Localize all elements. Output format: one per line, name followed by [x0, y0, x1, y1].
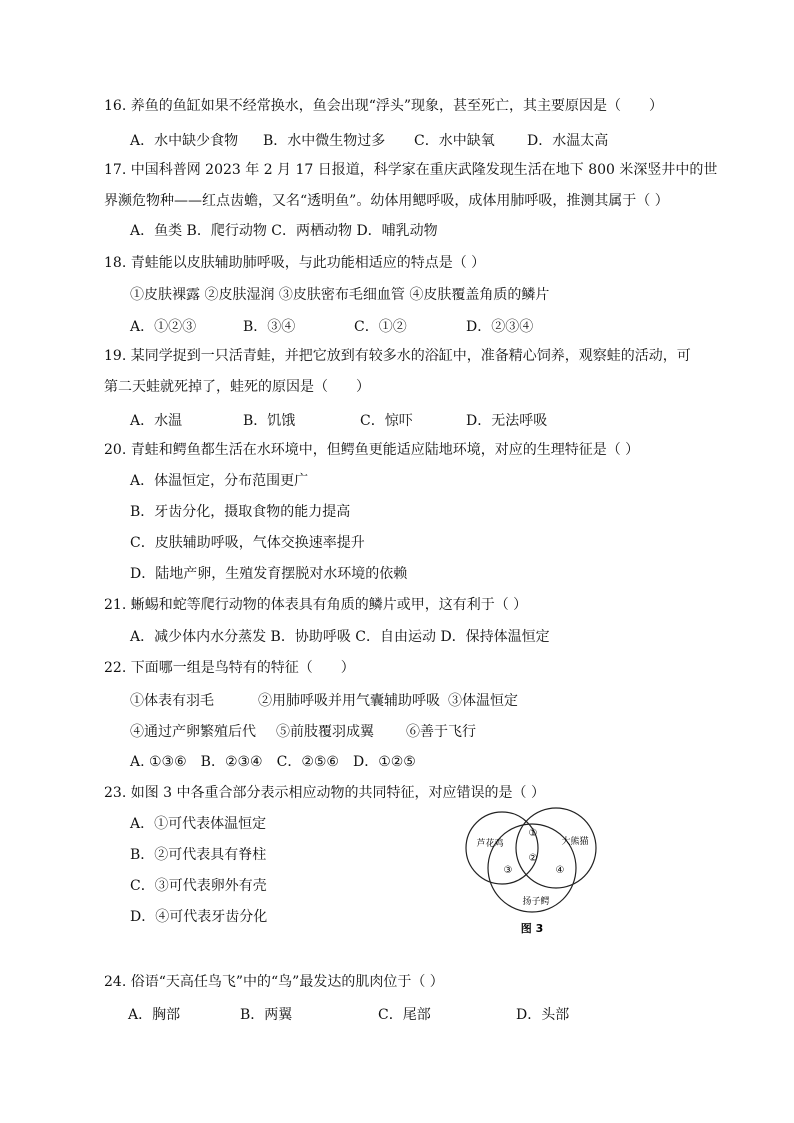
- q22-statement-1: ①体表有羽毛: [130, 693, 214, 709]
- q22-stem: 22. 下面哪一组是鸟特有的特征（ ）: [104, 660, 355, 676]
- q24-option-b[interactable]: B．两翼: [240, 1007, 293, 1023]
- q23-option-b[interactable]: B．②可代表具有脊柱: [130, 847, 267, 863]
- q18-option-a[interactable]: A．①②③: [130, 319, 197, 335]
- q20-stem: 20. 青蛙和鳄鱼都生活在水环境中，但鳄鱼更能适应陆地环境，对应的生理特征是（ ）: [104, 442, 640, 458]
- q16-option-b[interactable]: B．水中微生物过多: [263, 133, 386, 149]
- q16-option-a[interactable]: A．水中缺少食物: [130, 133, 239, 149]
- q16-option-c[interactable]: C．水中缺氧: [414, 133, 495, 149]
- q22-statement-6: ⑥善于飞行: [406, 724, 476, 740]
- q18-stem: 18. 青蛙能以皮肤辅助肺呼吸，与此功能相适应的特点是（ ）: [104, 255, 486, 271]
- q17-options[interactable]: A．鱼类 B．爬行动物 C．两栖动物 D．哺乳动物: [130, 223, 438, 239]
- q19-option-b[interactable]: B．饥饿: [243, 413, 296, 429]
- q16-option-d[interactable]: D．水温太高: [527, 133, 609, 149]
- q20-option-b[interactable]: B．牙齿分化，摄取食物的能力提高: [130, 504, 351, 520]
- q19-stem-line1: 19. 某同学捉到一只活青蛙，并把它放到有较多水的浴缸中，准备精心饲养，观察蛙的活动，可: [104, 348, 691, 364]
- q23-stem: 23. 如图 3 中各重合部分表示相应动物的共同特征，对应错误的是（ ）: [104, 785, 545, 801]
- q18-statements: ①皮肤裸露 ②皮肤湿润 ③皮肤密布毛细血管 ④皮肤覆盖角质的鳞片: [130, 287, 550, 303]
- venn-circle-panda: [516, 808, 596, 888]
- q20-option-a[interactable]: A．体温恒定，分布范围更广: [130, 473, 309, 489]
- q21-stem: 21. 蜥蜴和蛇等爬行动物的体表具有角质的鳞片或甲，这有利于（ ）: [104, 597, 528, 613]
- q23-option-d[interactable]: D．④可代表牙齿分化: [130, 909, 268, 925]
- q20-option-d[interactable]: D．陆地产卵，生殖发育摆脱对水环境的依赖: [130, 566, 408, 582]
- q22-statement-5: ⑤前肢覆羽成翼: [276, 724, 374, 740]
- venn-label-panda: 大熊猫: [561, 837, 589, 847]
- q19-option-a[interactable]: A．水温: [130, 413, 183, 429]
- q22-statement-4: ④通过产卵繁殖后代: [130, 724, 256, 740]
- venn-label-chicken: 芦花鸡: [476, 839, 504, 849]
- venn-region-1: ①: [528, 828, 538, 839]
- q21-options[interactable]: A．减少体内水分蒸发 B．协助呼吸 C．自由运动 D．保持体温恒定: [130, 629, 550, 645]
- q22-statement-3: ③体温恒定: [448, 693, 518, 709]
- venn-region-2: ②: [528, 853, 538, 864]
- figure-3-venn-diagram: [460, 806, 610, 936]
- venn-region-4: ④: [555, 865, 565, 876]
- q24-stem: 24. 俗语“天高任鸟飞”中的“鸟”最发达的肌肉位于（ ）: [104, 974, 444, 990]
- venn-region-3: ③: [503, 865, 513, 876]
- q23-option-c[interactable]: C．③可代表卵外有壳: [130, 878, 267, 894]
- q19-option-d[interactable]: D．无法呼吸: [466, 413, 548, 429]
- q24-option-d[interactable]: D．头部: [516, 1007, 570, 1023]
- q16-stem: 16. 养鱼的鱼缸如果不经常换水，鱼会出现“浮头”现象，甚至死亡，其主要原因是（ ）: [104, 98, 664, 114]
- q22-options[interactable]: A. ①③⑥ B．②③④ C．②⑤⑥ D．①②⑤: [130, 754, 416, 770]
- venn-label-alligator: 扬子鳄: [522, 897, 550, 907]
- q19-option-c[interactable]: C．惊吓: [360, 413, 413, 429]
- q22-statement-2: ②用肺呼吸并用气囊辅助呼吸: [258, 693, 440, 709]
- q23-option-a[interactable]: A．①可代表体温恒定: [130, 816, 267, 832]
- q24-option-a[interactable]: A．胸部: [128, 1007, 181, 1023]
- figure-3-caption: 图 3: [520, 922, 544, 935]
- q19-stem-line2: 第二天蛙就死掉了，蛙死的原因是（ ）: [104, 379, 370, 395]
- q17-stem-line2: 界濒危物种——红点齿蟾，又名“透明鱼”。幼体用鳃呼吸，成体用肺呼吸，推测其属于（ ）: [104, 193, 669, 209]
- q24-option-c[interactable]: C．尾部: [378, 1007, 431, 1023]
- q20-option-c[interactable]: C．皮肤辅助呼吸，气体交换速率提升: [130, 535, 365, 551]
- q18-option-c[interactable]: C．①②: [354, 319, 407, 335]
- q17-stem-line1: 17. 中国科普网 2023 年 2 月 17 日报道，科学家在重庆武隆发现生活在地下 800 米深竖井中的世: [104, 162, 718, 178]
- q18-option-d[interactable]: D．②③④: [466, 319, 534, 335]
- q18-option-b[interactable]: B．③④: [243, 319, 296, 335]
